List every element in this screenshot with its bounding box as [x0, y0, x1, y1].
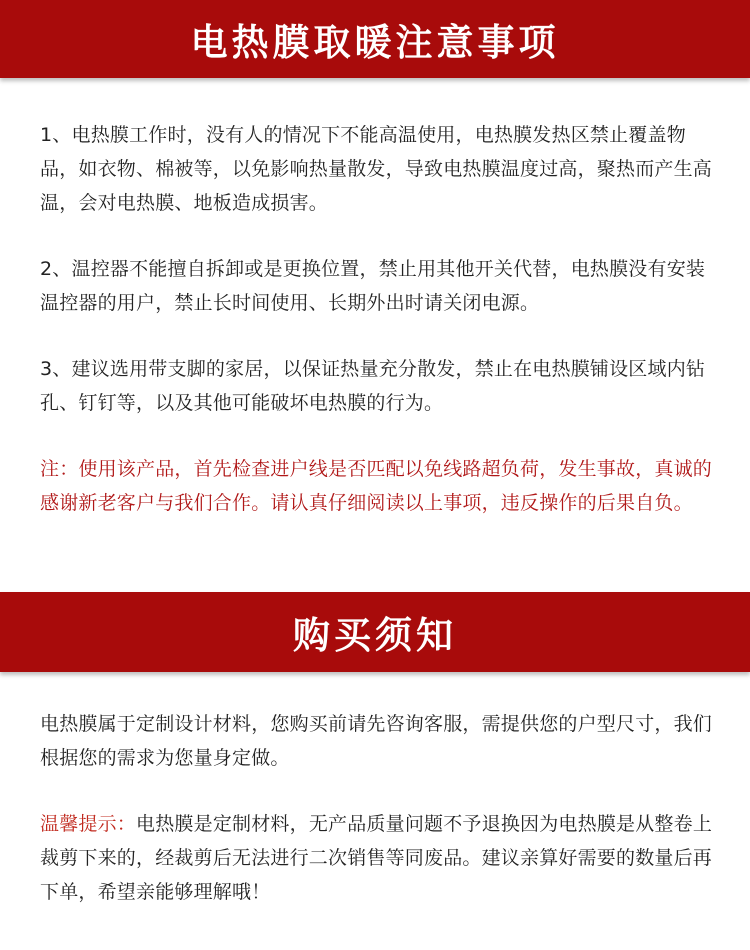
precaution-item-1: 1、电热膜工作时，没有人的情况下不能高温使用，电热膜发热区禁止覆盖物品，如衣物、棉被等，以免影响热量散发，导致电热膜温度过高，聚热而产生高温，会对电热膜、地板造成损害。 — [40, 124, 713, 214]
section-title-precautions: 电热膜取暖注意事项 — [190, 21, 560, 64]
precautions-section — [40, 118, 720, 552]
purchase-intro: 电热膜属于定制设计材料，您购买前请先咨询客服，需提供您的户型尺寸，我们根据您的需求为您量身定做。 — [40, 713, 713, 769]
purchase-section — [40, 707, 720, 941]
purchase-tip — [40, 807, 720, 909]
tip-label: 温馨提示： — [40, 813, 137, 835]
precaution-item-3: 3、建议选用带支脚的家居，以保证热量充分散发，禁止在电热膜铺设区域内钻孔、钉钉等，以及其他可能破坏电热膜的行为。 — [40, 358, 706, 414]
tip-text: 电热膜是定制材料，无产品质量问题不予退换因为电热膜是从整卷上裁剪下来的，经裁剪后无法进行二次销售等同废品。建议亲算好需要的数量后再下单，希望亲能够理解哦！ — [40, 813, 713, 903]
section-title-purchase: 购买须知 — [293, 614, 457, 657]
section-banner-precautions — [0, 0, 750, 78]
section-banner-purchase — [0, 592, 750, 672]
precaution-item-2: 2、温控器不能擅自拆卸或是更换位置，禁止用其他开关代替，电热膜没有安装温控器的用户，禁止长时间使用、长期外出时请关闭电源。 — [40, 258, 706, 314]
precaution-note: 注：使用该产品，首先检查进户线是否匹配以免线路超负荷，发生事故，真诚的感谢新老客户与我们合作。请认真仔细阅读以上事项，违反操作的后果自负。 — [40, 458, 713, 514]
